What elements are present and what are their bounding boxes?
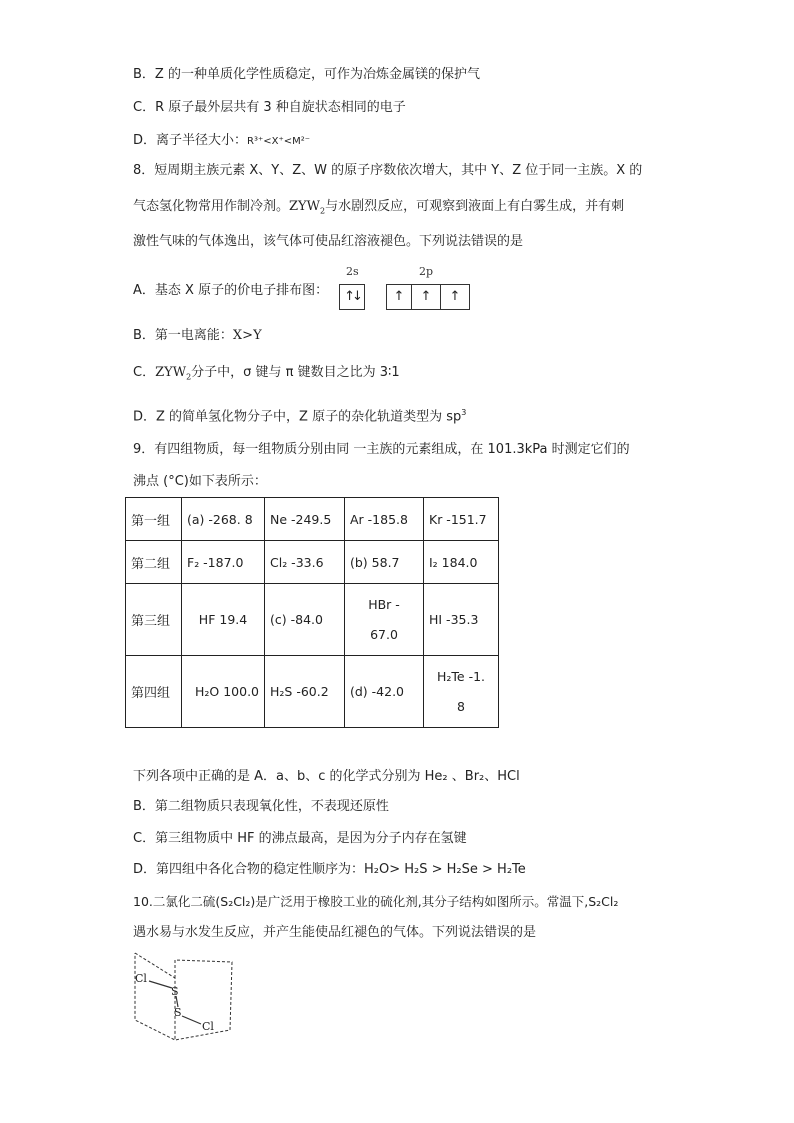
q8-stem-line1: 8．短周期主族元素 X、Y、Z、W 的原子序数依次增大，其中 Y、Z 位于同一主族。X 的 <box>133 163 643 178</box>
table-cell: (a) -268. 8 <box>182 498 265 541</box>
table-cell: Ne -249.5 <box>265 498 345 541</box>
table-cell <box>424 656 499 728</box>
q8-stem-line2 <box>133 198 624 221</box>
orbital-box-2p-2 <box>412 284 441 310</box>
dashed-plane-left <box>135 953 175 1040</box>
table-cell: Cl₂ -33.6 <box>265 541 345 584</box>
q10-stem-line1: 10.二氯化二硫(S₂Cl₂)是广泛用于橡胶工业的硫化剂,其分子结构如图所示。常温下,S₂Cl₂ <box>133 894 619 909</box>
atom-s-bottom: S <box>174 1006 182 1019</box>
q10-stem-line2: 遇水易与水发生反应，并产生能使品红褪色的气体。下列说法错误的是 <box>133 925 537 940</box>
arrow-up-icon: ↑ <box>449 289 461 304</box>
orbital-2s-label: 2s <box>346 265 359 278</box>
table-cell: Ar -185.8 <box>345 498 424 541</box>
q9-option-d: D．第四组中各化合物的稳定性顺序为：H₂O> H₂S > H₂Se > H₂Te <box>133 862 526 877</box>
q8-stem-line2-b: 与水剧烈反应，可观察到液面上有白雾生成，并有刺 <box>325 199 625 214</box>
table-cell: HF 19.4 <box>182 584 265 656</box>
q8-option-d-text: D．Z 的简单氢化物分子中，Z 原子的杂化轨道类型为 sp <box>133 409 462 425</box>
table-row <box>126 498 499 541</box>
boiling-point-table <box>125 497 499 728</box>
s2cl2-structure-figure <box>125 948 240 1043</box>
q8-formula-text: ZYW <box>289 199 320 214</box>
q8-option-c-formula-text: ZYW <box>155 365 187 380</box>
q7-option-b: B．Z 的一种单质化学性质稳定，可作为冶炼金属镁的保护气 <box>133 67 480 82</box>
q8-option-d <box>133 404 466 426</box>
atom-cl-bottom: Cl <box>202 1020 214 1033</box>
table-cell-group: 第三组 <box>126 584 182 656</box>
q8-option-c-formula-sub: 2 <box>186 372 192 382</box>
atom-s-top: S <box>171 985 179 998</box>
table-cell: HI -35.3 <box>424 584 499 656</box>
q7-option-d <box>133 132 310 151</box>
orbital-box-2p-1 <box>386 284 412 310</box>
q7-option-d-formula: R³⁺<X⁺<M²⁻ <box>247 136 311 147</box>
bond-s-cl-bottom <box>182 1016 201 1024</box>
table-cell-group: 第一组 <box>126 498 182 541</box>
q8-option-c-formula <box>155 365 191 380</box>
table-cell: (b) 58.7 <box>345 541 424 584</box>
q9-option-a: 下列各项中正确的是 A．a、b、c 的化学式分别为 He₂ 、Br₂、HCl <box>133 769 520 784</box>
q9-stem-line2: 沸点 (°C)如下表所示： <box>133 474 267 489</box>
arrow-up-icon: ↑ <box>420 289 432 304</box>
table-row <box>126 541 499 584</box>
q8-stem-line2-a: 气态氢化物常用作制冷剂。 <box>133 199 290 214</box>
table-row <box>126 584 499 656</box>
table-cell: (c) -84.0 <box>265 584 345 656</box>
table-cell-line: HBr - <box>368 596 400 612</box>
q8-option-b-text: B．第一电离能： <box>133 328 233 343</box>
arrow-up-down-icon: ↑↓ <box>344 289 360 304</box>
q7-option-c: C．R 原子最外层共有 3 种自旋状态相同的电子 <box>133 100 406 115</box>
q7-option-d-text: D．离子半径大小： <box>133 133 248 148</box>
q8-option-c <box>133 364 400 387</box>
atom-cl-top: Cl <box>135 972 147 985</box>
q8-stem-line3: 激性气味的气体逸出，该气体可使品红溶液褪色。下列说法错误的是 <box>133 234 524 249</box>
table-cell-group: 第四组 <box>126 656 182 728</box>
table-cell-group: 第二组 <box>126 541 182 584</box>
q8-option-b <box>133 327 262 345</box>
table-cell: (d) -42.0 <box>345 656 424 728</box>
table-cell: H₂O 100.0 <box>182 656 265 728</box>
table-cell-line: 67.0 <box>370 626 398 642</box>
table-row <box>126 656 499 728</box>
q8-option-d-sup: 3 <box>461 408 467 417</box>
arrow-up-icon: ↑ <box>393 289 405 304</box>
q8-formula-sub: 2 <box>320 206 326 216</box>
orbital-box-2s <box>339 284 365 310</box>
orbital-2p-label: 2p <box>419 265 434 278</box>
bond-cl-s-top <box>149 981 172 988</box>
q8-option-a: A．基态 X 原子的价电子排布图： <box>133 283 329 298</box>
q9-option-b: B．第二组物质只表现氧化性，不表现还原性 <box>133 799 389 814</box>
q8-option-b-formula: X>Y <box>232 328 262 343</box>
table-cell-line: H₂Te -1. <box>436 668 486 684</box>
table-cell-line: 8 <box>457 698 465 714</box>
table-cell <box>345 584 424 656</box>
table-cell: Kr -151.7 <box>424 498 499 541</box>
q9-option-c: C．第三组物质中 HF 的沸点最高，是因为分子内存在氢键 <box>133 831 467 846</box>
table-cell: I₂ 184.0 <box>424 541 499 584</box>
table-cell: H₂S -60.2 <box>265 656 345 728</box>
q8-option-c-prefix: C． <box>133 365 156 380</box>
q9-stem-line1: 9．有四组物质，每一组物质分别由同 一主族的元素组成，在 101.3kPa 时测定它们的 <box>133 442 630 457</box>
orbital-box-2p-3 <box>441 284 470 310</box>
q8-option-c-rest: 分子中，σ 键与 π 键数目之比为 3∶1 <box>191 365 400 380</box>
table-cell: F₂ -187.0 <box>182 541 265 584</box>
q8-formula-zyw2 <box>289 199 325 214</box>
